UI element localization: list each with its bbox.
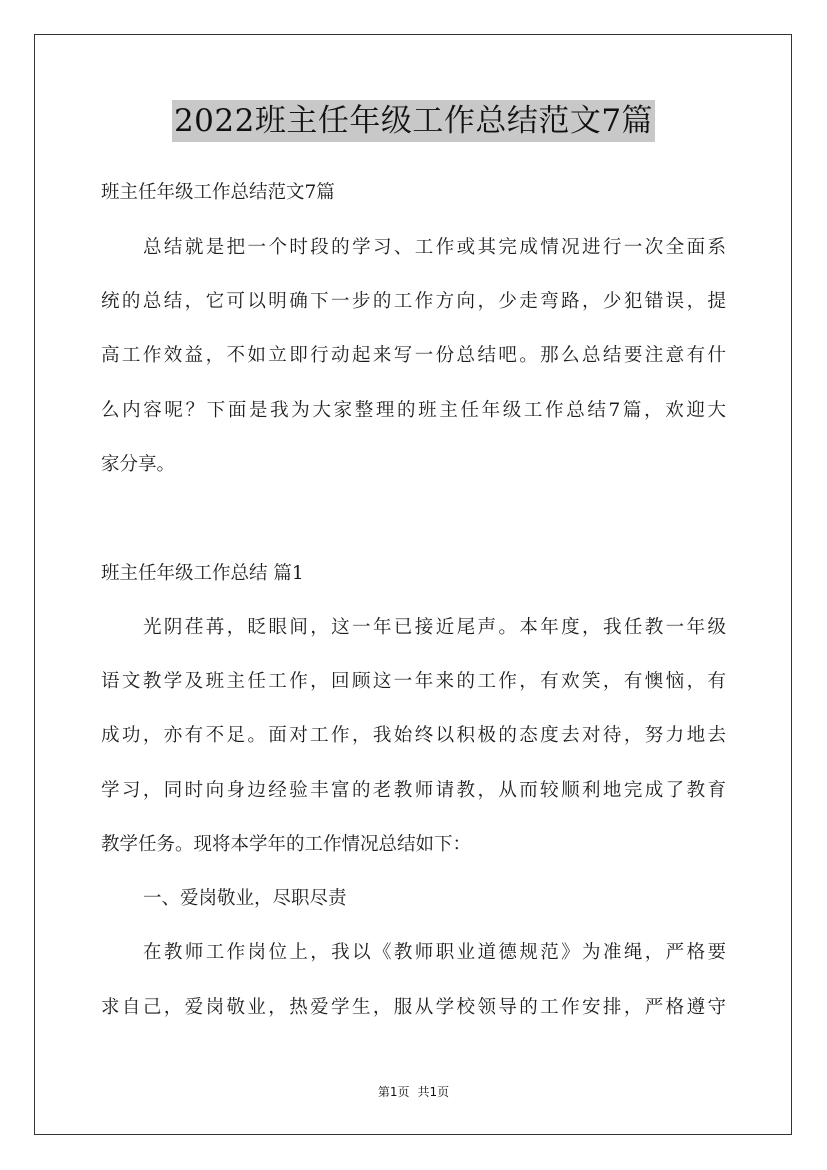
intro-line-5: 家分享。	[101, 454, 176, 475]
subtitle: 班主任年级工作总结范文7篇	[101, 182, 335, 203]
intro-line-3: 高工作效益，不如立即行动起来写一份总结吧。那么总结要注意有什	[101, 345, 726, 366]
intro-line-4: 么内容呢？下面是我为大家整理的班主任年级工作总结7篇，欢迎大	[101, 400, 726, 421]
para1-line-3: 成功，亦有不足。面对工作，我始终以积极的态度去对待，努力地去	[101, 725, 726, 746]
intro-line-1: 总结就是把一个时段的学习、工作或其完成情况进行一次全面系	[143, 237, 726, 258]
para1-line-4: 学习，同时向身边经验丰富的老教师请教，从而较顺利地完成了教育	[101, 780, 726, 801]
para1-line-2: 语文教学及班主任工作，回顾这一年来的工作，有欢笑，有懊恼，有	[101, 671, 726, 692]
subheading: 一、爱岗敬业，尽职尽责	[143, 888, 347, 909]
page-footer	[0, 1083, 827, 1100]
page-total: 共1页	[417, 1085, 450, 1099]
para2-line-1: 在教师工作岗位上，我以《教师职业道德规范》为准绳，严格要	[143, 942, 726, 963]
page-number: 第1页	[377, 1085, 410, 1099]
para2-line-2: 求自己，爱岗敬业，热爱学生，服从学校领导的工作安排，严格遵守	[101, 997, 726, 1018]
para1-line-5: 教学任务。现将本学年的工作情况总结如下：	[101, 834, 472, 855]
section-heading: 班主任年级工作总结 篇1	[101, 563, 304, 584]
title-container	[0, 100, 827, 142]
intro-line-2: 统的总结，它可以明确下一步的工作方向，少走弯路，少犯错误，提	[101, 291, 726, 312]
para1-line-1: 光阴荏苒，眨眼间，这一年已接近尾声。本年度，我任教一年级	[143, 617, 726, 638]
document-title: 2022班主任年级工作总结范文7篇	[172, 100, 655, 142]
